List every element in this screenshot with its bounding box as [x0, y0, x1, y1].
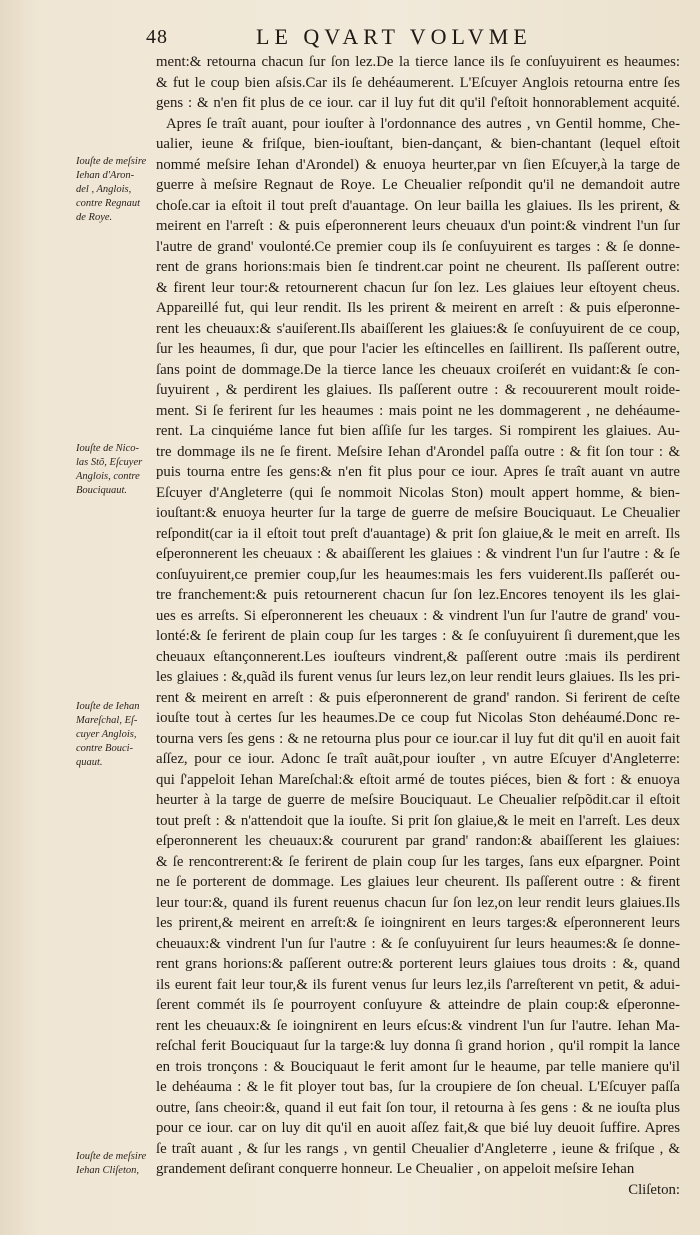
text-line: rent de grans horions:mais bien ſe tindrent.car point ne cheurent. Ils paſſerent outre: — [156, 259, 680, 275]
text-line: Apres ſe traît auant, pour iouſter à l'ordonnance des autres , vn Gentil homme, Che- — [166, 115, 680, 132]
text-line: ment:& retourna chacun ſur ſon lez.De la tierce lance ils ſe conſuyuirent es heaumes: — [156, 54, 680, 70]
text-line: nommé meſsire Iehan d'Arondel) & enuoya heurter,par vn ſien Eſcuyer,à la targe de — [156, 156, 680, 173]
text-line: & fut le coup bien aſsis.Car ils ſe dehéaumerent. L'Eſcuyer Anglois retourna entre ſes — [156, 74, 680, 91]
text-line: le dehéauma : & le fit ployer tout bas, ſur la croupiere de ſon cheual. L'Eſcuyer paſſa — [156, 1079, 680, 1095]
text-line: tourna vers ſes gens : & ne retourna plus pour ce iour.car il luy fut dit qu'il en auoit fait — [156, 730, 680, 747]
text-line: gens : & n'en fit plus de ce iour. car il luy fut dit qu'il ſ'eſtoit honnorablement acquité. — [156, 95, 680, 111]
text-line: reſchal ferit Bouciquaut ſur la targe:& luy donna ſi grand horion , qu'il rompit la lance — [156, 1038, 680, 1054]
margin-note-ston — [76, 442, 154, 498]
text-line: Eſcuyer d'Angleterre (qui ſe nommoit Nicolas Ston) moult appert homme, & bien- — [156, 484, 680, 501]
text-line: ſans point de dommage.De la tierce lance les cheuaux croiſerét en vuidant:& ſe con- — [156, 361, 680, 378]
text-line: lonté:& ſe ferirent de plain coup ſur les targes : & ſe conſuyuirent ſi durement,que les — [156, 628, 680, 644]
text-line: puis tourna entre ſes gens:& n'en fit plus pour ce iour. Apres ſe traît auant vn autre — [156, 464, 680, 480]
margin-note-line: Iouſte de meſsire — [76, 156, 147, 167]
text-line: grandement deſirant conquerre honneur. Le Cheualier , on appeloit meſsire Iehan — [156, 1161, 635, 1177]
text-line: Appareillé fut, qui leur rendit. Ils les prirent & meirent en arreſt : & puis eſperonne- — [156, 300, 680, 316]
text-line: rent grans horions:& paſſerent outre:& porterent leurs glaiues tous droits : &, quand — [156, 956, 680, 972]
text-line: ne ſe porterent de dommage. Les glaiues leur cheurent. Ils paſſerent outre : & firent — [156, 874, 680, 890]
text-line: ualier, ieune & friſque, bien-iouſtant, bien-dançant, & bien-chantant (lequel eſtoit — [156, 136, 680, 152]
text-line: ils eurent fait leur tour,& ils furent venus ſur leurs lez,ils ſ'arreſterent vn petit, & adui- — [156, 976, 680, 993]
text-line: l'autre de grand' voulonté.Ce premier coup ils ſe conſuyuirent es targes : & ſe donne- — [156, 238, 680, 255]
margin-note-line: Iouſte de Nico- — [76, 443, 139, 454]
text-line: les glaiues : &,quãd ils furent venus ſur leurs lez,on leur rendit leurs glaiues. Ils les pri- — [156, 669, 680, 685]
text-line: ues es arreſts. Si eſperonnerent les cheuaux : & vindrent l'un ſur l'autre de grand' vou- — [156, 607, 680, 624]
margin-note-line: Iehan d'Aron- — [76, 170, 135, 181]
margin-note-mareschal — [76, 700, 154, 770]
body-text — [156, 52, 680, 1200]
text-line: rent & meirent en arreſt : & puis eſperonnerent de grand' randon. Si ferirent de ceſte — [156, 689, 680, 706]
text-line: tout preſt : & n'attendoit que la iouſte. Si prit ſon glaiue,& le meit en l'arreſt. Les deux — [156, 812, 680, 829]
margin-note-arondel — [76, 155, 154, 225]
margin-note-line: Bouciquaut. — [76, 485, 128, 496]
text-line: iouſtant:& enuoya heurter ſur la targe de guerre de meſsire Bouciquaut. Le Cheualier — [156, 505, 680, 521]
margin-note-line: contre Regnaut — [76, 198, 141, 209]
margin-note-cliseton — [76, 1150, 154, 1178]
text-line: meirent en l'arreſt : & puis eſperonnerent leurs cheuaux d'un point:& vindrent l'un ſur — [156, 218, 680, 234]
text-line: eſperonnerent les cheuaux : & abaiſſerent les glaiues : & vindrent l'un ſur l'autre : & ſe — [156, 546, 680, 562]
text-line: cheuaux eſtançonnerent.Les iouſteurs vindrent,& paſſerent outre :mais ils perdirent — [156, 648, 680, 665]
margin-note-line: Iehan Cliſeton, — [76, 1165, 139, 1176]
text-line: qui ſ'appeloit Iehan Mareſchal:& eſtoit armé de toutes piéces, bien & fort : & enuoya — [156, 771, 680, 788]
text-line: en trois tronçons : & Bouciquaut le ferit amont ſur le heaume, par telle maniere qu'il — [156, 1058, 680, 1075]
text-line: outre, ſans cheoir:&, quand il eut fait ſon tour, il retourna à ſes gens : & ne iouſta plus — [156, 1099, 680, 1116]
text-line: ſur les heaumes, ſi dur, que pour l'acier les eſtincelles en ſaillirent. Ils paſſerent outre, — [156, 341, 680, 357]
margin-note-line: Iouſte de meſsire — [76, 1151, 147, 1162]
text-line: conſuyuirent,ce premier coup,ſur les heaumes:mais les fers vuiderent.Ils paſſerét ou- — [156, 566, 680, 583]
text-line: tre franchement:& puis retournerent chacun ſur ſon lez.Encores tenoyent ils les glai- — [156, 587, 680, 603]
text-line: leur tour:&, quand ils furent reuenus chacun ſur ſon lez,on leur rendit leurs glaiues.Ils — [156, 894, 680, 911]
text-line: & firent leur tour:& retournerent chacun ſur ſon lez. Les glaiues leur eſtoyent cheus. — [156, 279, 680, 296]
text-line: rent. La cinquiéme lance fut bien aſſiſe ſur les targes. Si rompirent les glaiues. Au- — [156, 423, 680, 439]
catchword: Cliſeton: — [628, 1181, 680, 1198]
margin-note-line: Anglois, contre — [76, 471, 140, 482]
text-line: aſſez, pour ce iour. Adonc ſe traît auãt,pour iouſter , vn autre Eſcuyer d'Angleterre: — [156, 751, 680, 767]
text-line: ment. Si ſe ferirent ſur les heaumes : mais point ne les dommagerent , ne dehéaume- — [156, 402, 680, 419]
margin-note-line: contre Bouci- — [76, 743, 134, 754]
margin-note-line: Mareſchal, Eſ- — [76, 715, 138, 726]
margin-note-line: cuyer Anglois, — [76, 729, 137, 740]
text-line: les prirent,& meirent en arreſt:& ſe ioingnirent en leurs targes:& eſperonnerent leurs — [156, 915, 680, 931]
text-line: eſperonnerent les cheuaux:& coururent par grand' randon:& abaiſſerent les glaiues: — [156, 833, 680, 849]
margin-note-line: de Roye. — [76, 212, 113, 223]
text-line: & ſe rencontrerent:& ſe ferirent de plain coup ſur les targes, ſans eux eſpargner. Point — [156, 853, 680, 870]
text-line: cheuaux:& vindrent l'un ſur l'autre : & ſe conſuyuirent ſur leurs heaumes:& ſe donne- — [156, 935, 680, 952]
running-head: LE QVART VOLVME — [256, 24, 532, 49]
text-line: heurter à la targe de guerre de meſsire Bouciquaut. Le Cheualier reſpõdit.car il eſtoit — [156, 792, 680, 808]
text-line: tre dommage ils ne ſe firent. Meſsire Iehan d'Arondel paſſa outre : & fit ſon tour : & — [156, 443, 680, 460]
margin-note-line: quaut. — [76, 757, 103, 768]
text-line: rent les cheuaux:& s'auiſerent.Ils abaiſſerent les glaiues:& ſe conſuyuirent de ce coup, — [156, 320, 680, 337]
margin-note-line: las Stõ, Eſcuyer — [76, 457, 143, 468]
text-line: guerre à meſsire Regnaut de Roye. Le Cheualier reſpondit qu'il ne demandoit autre — [156, 177, 680, 193]
margin-note-line: Iouſte de Iehan — [76, 701, 140, 712]
text-line: ſerent commét ils ſe pourroyent conſuyure & atteindre de plain coup:& eſperonne- — [156, 997, 680, 1013]
page-number: 48 — [146, 26, 168, 48]
text-line: rent les cheuaux:& ſe ioingnirent en leurs eſcus:& vindrent l'un ſur l'autre. Iehan Ma- — [156, 1017, 680, 1034]
text-line: choſe.car ia eſtoit il tout preſt d'auantage. On leur bailla les glaiues. Ils les prirent, & — [156, 197, 680, 214]
text-line: pour ce iour. car on luy dit qu'il en auoit aſſez fait,& que bié luy deuoit ſuffire. Apres — [156, 1120, 680, 1136]
text-line: reſpondit(car ia il eſtoit tout preſt d'auantage) & prit ſon glaiue,& le meit en arreſt. Ils — [156, 525, 680, 542]
text-line: iouſte tout à certes ſur les heaumes.De ce coup fut Nicolas Ston dehéaumé.Donc re- — [156, 710, 680, 726]
margin-note-line: del , Anglois, — [76, 184, 132, 195]
text-line: ſuyuirent , & perdirent les glaiues. Ils paſſerent outre : & recouurerent moult roide- — [156, 382, 680, 398]
text-line: ſe traît auant , & ſur les rangs , vn gentil Cheualier d'Angleterre , ieune & friſque , & — [156, 1140, 680, 1157]
